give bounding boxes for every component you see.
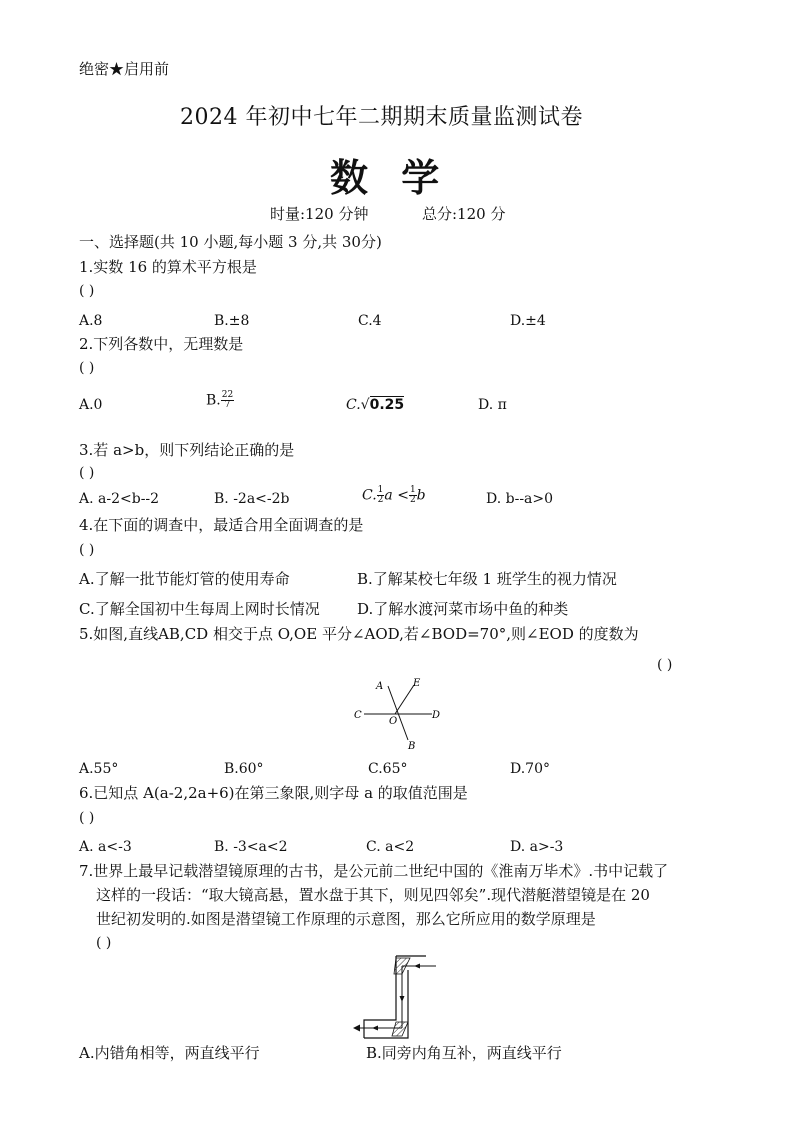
q1-blank: ( )	[79, 283, 95, 299]
q6-option-a: A. a<-3	[79, 839, 132, 855]
bottom-mirror	[392, 1022, 408, 1036]
q1-option-b: B.±8	[214, 313, 250, 329]
ray-in-arrow	[414, 964, 420, 969]
q2-option-c	[346, 396, 404, 414]
q3-c-n2: 1	[409, 485, 416, 495]
q6-blank: ( )	[79, 810, 95, 826]
q2-option-a: A.0	[79, 397, 103, 413]
score-info: 总分:120 分	[422, 205, 506, 223]
label-o: O	[389, 716, 398, 727]
ray-oe	[395, 685, 414, 714]
q7-stem-line1: 7.世界上最早记载潜望镜原理的古书，是公元前二世纪中国的《淮南万毕术》.书中记载了	[79, 862, 669, 880]
q4-stem: 4.在下面的调查中，最适合用全面调查的是	[79, 516, 364, 534]
q3-option-a: A. a-2<b--2	[79, 491, 160, 507]
section-heading: 一、选择题(共 10 小题,每小题 3 分,共 30分)	[79, 233, 382, 251]
time-info: 时量:120 分钟	[270, 205, 369, 223]
q3-blank: ( )	[79, 465, 95, 481]
q6-option-c: C. a<2	[366, 839, 415, 855]
q2-option-b-fraction	[221, 391, 234, 410]
q7-option-b: B.同旁内角互补，两直线平行	[366, 1044, 562, 1062]
q7-option-a: A.内错角相等，两直线平行	[79, 1044, 260, 1062]
tube-left-outer	[364, 956, 396, 1038]
periscope-figure	[350, 952, 440, 1040]
q2-stem: 2.下列各数中，无理数是	[79, 335, 244, 353]
q3-c-end: b	[416, 487, 426, 504]
sqrt-sign: √	[360, 397, 370, 413]
q2-option-c-radicand: 0.25	[369, 397, 405, 413]
q2-b-denominator: 7	[224, 400, 231, 410]
q1-option-c: C.4	[358, 313, 382, 329]
q4-option-c: C.了解全国初中生每周上网时长情况	[79, 600, 320, 618]
q2-option-b	[206, 391, 234, 410]
q3-option-c	[362, 486, 426, 505]
q5-figure	[348, 672, 448, 752]
label-d: D	[432, 710, 441, 721]
q6-stem: 6.已知点 A(a-2,2a+6)在第三象限,则字母 a 的取值范围是	[79, 784, 468, 802]
secret-label: 绝密★启用前	[79, 60, 170, 78]
q7-blank: ( )	[96, 935, 112, 951]
label-e: E	[413, 678, 421, 689]
q7-stem-line2: 这样的一段话：“取大镜高悬，置水盘于其下，则见四邻矣”.现代潜艇潜望镜是在 20	[96, 886, 650, 904]
q4-option-d: D.了解水渡河菜市场中鱼的种类	[357, 600, 569, 618]
q2-blank: ( )	[79, 360, 95, 376]
q5-option-d: D.70°	[510, 761, 550, 777]
q3-stem: 3.若 a>b，则下列结论正确的是	[79, 441, 295, 459]
label-b: B	[408, 741, 416, 752]
line-ab	[388, 686, 408, 740]
q2-option-b-prefix: B.	[206, 392, 221, 409]
q3-option-d: D. b--a>0	[486, 491, 554, 507]
ray-down-arrow	[400, 996, 405, 1002]
q1-option-a: A.8	[79, 313, 103, 329]
q6-option-b: B. -3<a<2	[214, 839, 288, 855]
q3-c-mid: a <	[384, 487, 409, 504]
q3-c-fraction-2	[409, 486, 417, 505]
q6-option-d: D. a>-3	[510, 839, 564, 855]
q2-b-numerator: 22	[221, 390, 234, 400]
q2-option-c-prefix: C.	[346, 397, 361, 413]
q7-stem-line3: 世纪初发明的.如图是潜望镜工作原理的示意图，那么它所应用的数学原理是	[96, 910, 596, 928]
q3-option-b: B. -2a<-2b	[214, 491, 290, 507]
q5-stem: 5.如图,直线AB,CD 相交于点 O,OE 平分∠AOD,若∠BOD=70°,则∠EOD 的度数为	[79, 625, 639, 643]
label-c: C	[354, 710, 362, 721]
eye-arrow	[353, 1025, 360, 1032]
q2-option-d: D. π	[478, 397, 507, 413]
q3-c-d2: 2	[409, 495, 416, 505]
q4-option-a: A.了解一批节能灯管的使用寿命	[79, 570, 290, 588]
q3-c-prefix: C.	[362, 487, 377, 504]
q4-blank: ( )	[79, 542, 95, 558]
ray-mid-arrow	[372, 1026, 378, 1031]
label-a: A	[376, 681, 384, 692]
q5-option-b: B.60°	[224, 761, 264, 777]
q5-option-a: A.55°	[79, 761, 119, 777]
q5-option-c: C.65°	[368, 761, 408, 777]
q3-c-d1: 2	[377, 495, 384, 505]
subject-title: 数 学	[330, 155, 450, 200]
q1-option-d: D.±4	[510, 313, 546, 329]
q5-blank: ( )	[657, 657, 673, 673]
page-title: 2024 年初中七年二期期末质量监测试卷	[180, 105, 583, 130]
q4-option-b: B.了解某校七年级 1 班学生的视力情况	[357, 570, 617, 588]
q1-stem: 1.实数 16 的算术平方根是	[79, 258, 257, 276]
q3-c-n1: 1	[377, 485, 384, 495]
